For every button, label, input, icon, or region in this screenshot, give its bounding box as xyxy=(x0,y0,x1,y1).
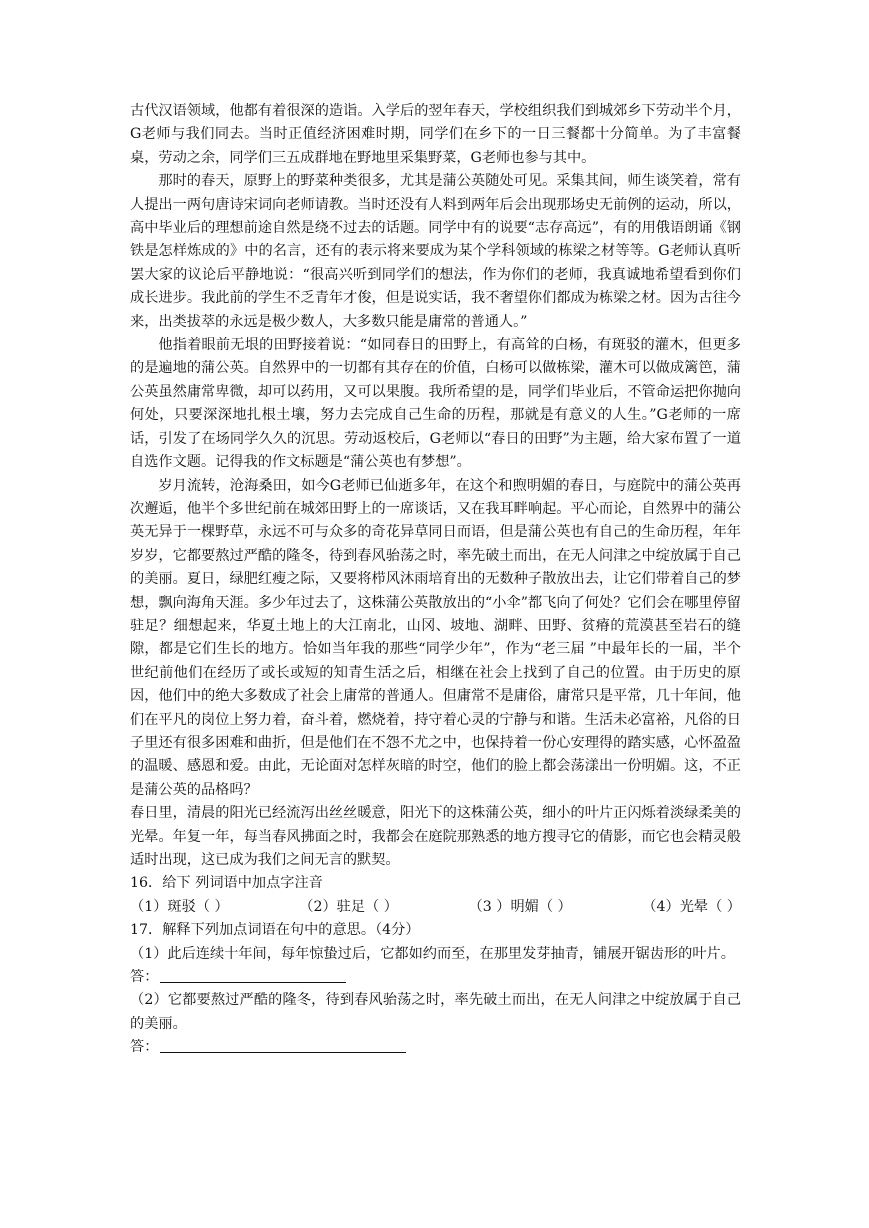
question-16-item-1: （1）斑驳（ ） xyxy=(130,898,229,915)
passage-paragraph-3: 他指着眼前无垠的田野接着说：“如同春日的田野上，有高耸的白杨，有斑驳的灌木，但更多的是遍地的蒲公英。自然界中的一切都有其存在的价值，白杨可以做栋梁，灌木可以做成篱笆，蒲公英虽然庸常卑微，却可以药用，又可以果腹。我所希望的是，同学们毕业后，不管命运把你抛向何处，只要深深地扎根土壤，努力去完成自己生命的历程，那就是有意义的人生。”G老师的一席话，引发了在场同学久久的沉思。劳动返校后，G老师以“春日的田野”为主题，给大家布置了一道自选作文题。记得我的作文标题是“蒲公英也有梦想”。 xyxy=(130,337,741,471)
answer-blank-2[interactable] xyxy=(160,1036,406,1053)
answer-label-1: 答： xyxy=(130,969,159,986)
passage-paragraph-1: 古代汉语领域，他都有着很深的造诣。入学后的翌年春天，学校组织我们到城郊乡下劳动半个月，G老师与我们同去。当时正值经济困难时期，同学们在乡下的一日三餐都十分简单。为了丰富餐桌，劳动之余，同学们三五成群地在野地里采集野菜，G老师也参与其中。 xyxy=(130,103,741,166)
passage-paragraph-4: 岁月流转，沧海桑田，如今G老师已仙逝多年，在这个和煦明媚的春日，与庭院中的蒲公英再次邂逅，他半个多世纪前在城郊田野上的一席谈话，又在我耳畔响起。平心而论，自然界中的蒲公英无异于一棵野草，永远不可与众多的奇花异草同日而语，但是蒲公英也有自己的生命历程，年年岁岁，它都要熬过严酷的隆冬，待到春风骀荡之时，率先破土而出，在无人问津之中绽放属于自己的美丽。夏日，绿肥红瘦之际，又要将栉风沐雨培育出的无数种子散放出去，让它们带着自己的梦想，飘向海角天涯。多少年过去了，这株蒲公英散放出的“小伞”都飞向了何处？它们会在哪里停留驻足？细想起来，华夏土地上的大江南北，山冈、坡地、湖畔、田野、贫瘠的荒漠甚至岩石的缝隙，都是它们生长的地方。恰如当年我的那些“同学少年”，作为“老三届 ”中最年长的一届，半个世纪前他们在经历了或长或短的知青生活之后，相继在社会上找到了自己的位置。由于历史的原因，他们中的绝大多数成了社会上庸常的普通人。但庸常不是庸俗，庸常只是平常，几十年间，他们在平凡的岗位上努力着，奋斗着，燃烧着，持守着心灵的宁静与和谐。生活未必富裕，凡俗的日子里还有很多困难和曲折，但是他们在不怨不尤之中，也保持着一份心安理得的踏实感，心怀盈盈的温暖、感恩和爱。由此，无论面对怎样灰暗的时空，他们的脸上都会荡漾出一份明媚。这，不正是蒲公英的品格吗？ xyxy=(130,477,741,798)
question-16-item-2: （2）驻足（ ） xyxy=(299,898,398,915)
passage-paragraph-2: 那时的春天，原野上的野菜种类很多，尤其是蒲公英随处可见。采集其间，师生谈笑着，常有人提出一两句唐诗宋词向老师请教。当时还没有人料到两年后会出现那场史无前例的运动，所以，高中毕业后的理想前途自然是绕不过去的话题。同学中有的说要“志存高远”，有的用俄语朗诵《钢铁是怎样炼成的》中的名言，还有的表示将来要成为某个学科领域的栋梁之材等等。G老师认真听罢大家的议论后平静地说：“很高兴听到同学们的想法，作为你们的老师，我真诚地希望看到你们成长进步。我此前的学生不乏青年才俊，但是说实话，我不奢望你们都成为栋梁之材。因为古往今来，出类拔萃的永远是极少数人，大多数只能是庸常的普通人。” xyxy=(130,173,741,330)
question-16-stem: 16．给下 列词语中加点字注音 xyxy=(130,875,323,892)
question-17-sub-2: （2）它都要熬过严酷的隆冬，待到春风骀荡之时，率先破土而出，在无人问津之中绽放属于自己的美丽。 xyxy=(130,992,741,1032)
question-16-item-3: （3 ）明媚（ ） xyxy=(468,898,572,915)
question-17-stem: 17．解释下列加点词语在句中的意思。（4分） xyxy=(130,922,420,939)
question-17-sub-1: （1）此后连续十年间，每年惊蛰过后，它都如约而至，在那里发芽抽青，铺展开锯齿形的叶片。 xyxy=(130,945,735,962)
answer-line-1 xyxy=(130,966,741,989)
answer-label-2: 答： xyxy=(130,1039,159,1056)
passage-paragraph-5: 春日里，清晨的阳光已经流泻出丝丝暖意，阳光下的这株蒲公英，细小的叶片正闪烁着淡绿柔美的光晕。年复一年，每当春风拂面之时，我都会在庭院那熟悉的地方搜寻它的倩影，而它也会精灵般适时出现，这已成为我们之间无言的默契。 xyxy=(130,805,741,868)
answer-line-2 xyxy=(130,1036,741,1059)
question-16-item-4: （4）光晕（ ） xyxy=(642,898,741,915)
document-page xyxy=(130,100,741,1060)
answer-blank-1[interactable] xyxy=(160,966,346,983)
question-16-items xyxy=(130,896,741,919)
